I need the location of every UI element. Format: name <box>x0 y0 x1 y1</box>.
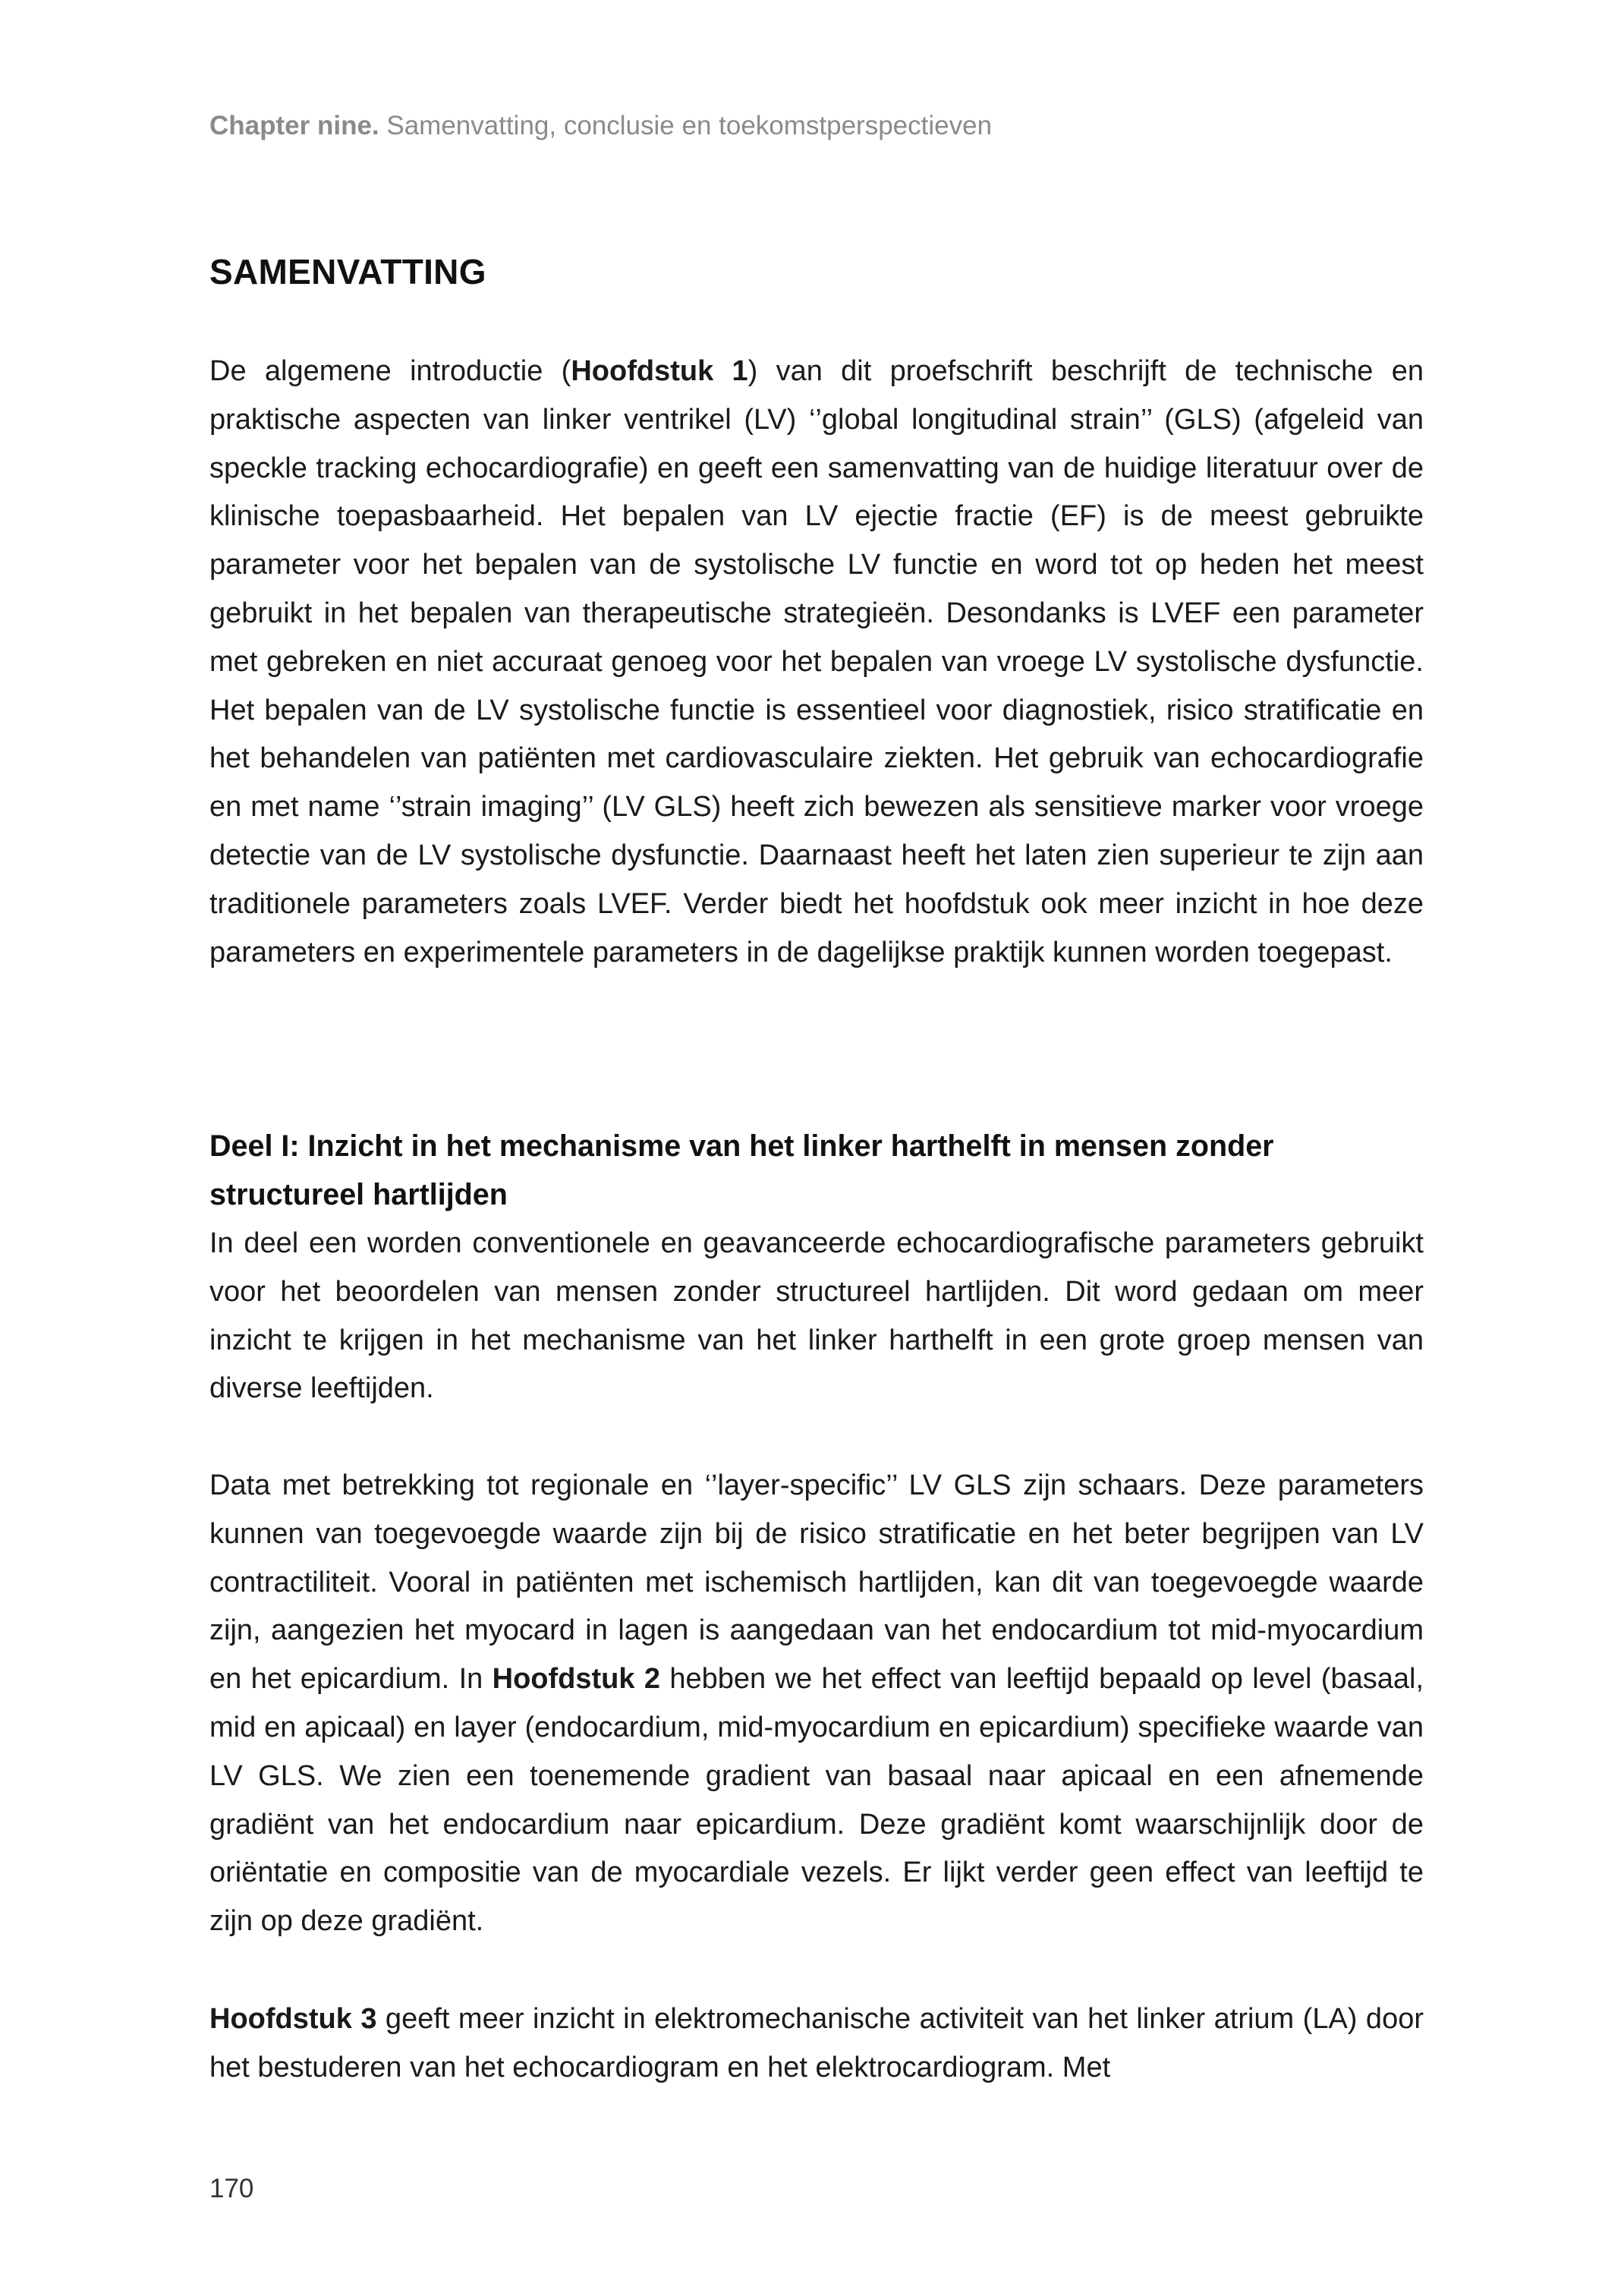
section-heading: SAMENVATTING <box>209 252 486 291</box>
intro-text-start: De algemene introductie ( <box>209 355 571 387</box>
deel1-heading: Deel I: Inzicht in het mechanisme van het linker harthelft in mensen zonder structureel hartlijden <box>209 1129 1274 1211</box>
page-number: 170 <box>209 2174 254 2203</box>
intro-text-rest: ) van dit proefschrift beschrijft de technische en praktische aspecten van linker ventrikel (LV) ‘’global longitudinal strain’’ (GLS) (afgeleid van speckle tracking echocardiografie) en geeft een samenvatting van de huidige literatuur over de klinische toepasbaarheid. Het bepalen van LV ejectie fractie (EF) is de meest gebruikte parameter voor het bepalen van de systolische LV functie en word tot op heden het meest gebruikt in het bepalen van therapeutische strategieën. Desondanks is LVEF een parameter met gebreken en niet accuraat genoeg voor het bepalen van vroege LV systolische dysfunctie. Het bepalen van de LV systolische functie is essentieel voor diagnostiek, risico stratificatie en het behandelen van patiënten met cardiovasculaire ziekten. Het gebruik van echocardiografie en met name ‘’strain imaging’’ (LV GLS) heeft zich bewezen als sensitieve marker voor vroege detectie van de LV systolische dysfunctie. Daarnaast heeft het laten zien superieur te zijn aan traditionele parameters zoals LVEF. Verder biedt het hoofdstuk ook meer inzicht in hoe deze parameters en experimentele parameters in de dagelijkse praktijk kunnen worden toegepast. <box>209 355 1424 968</box>
running-header <box>209 109 1424 143</box>
data-text-start: Data met betrekking tot regionale en ‘’layer-specific’’ LV GLS zijn schaars. Deze parameters kunnen van toegevoegde waarde zijn bij de risico stratificatie en het beter begrijpen van LV contractiliteit. Vooral in patiënten met ischemisch hartlijden, kan dit van toegevoegde waarde zijn, aangezien het myocard in lagen is aangedaan van het endocardium tot mid-myocardium en het epicardium. In <box>209 1469 1424 1696</box>
deel1-paragraph: In deel een worden conventionele en geavanceerde echocardiografische parameters gebruikt voor het beoordelen van mensen zonder structureel hartlijden. Dit word gedaan om meer inzicht te krijgen in het mechanisme van het linker harthelft in een grote groep mensen van diverse leeftijden. <box>209 1227 1424 1405</box>
hoofdstuk3-text: geeft meer inzicht in elektromechanische activiteit van het linker atrium (LA) door het bestuderen van het echocardiogram en het elektrocardiogram. Met <box>209 2003 1424 2083</box>
running-header-title: Samenvatting, conclusie en toekomstperspectieven <box>386 111 993 140</box>
running-header-chapter: Chapter nine. <box>209 111 379 140</box>
hoofdstuk3-paragraph <box>209 1995 1424 2093</box>
intro-paragraph <box>209 348 1424 977</box>
data-chapter-reference: Hoofdstuk 2 <box>492 1663 660 1696</box>
hoofdstuk3-chapter-reference: Hoofdstuk 3 <box>209 2003 377 2035</box>
data-paragraph <box>209 1462 1424 1946</box>
data-text-rest: hebben we het effect van leeftijd bepaald op level (basaal, mid en apicaal) en layer (endocardium, mid-myocardium en epicardium) specifieke waarde van LV GLS. We zien een toenemende gradient van basaal naar apicaal en een afnemende gradiënt van het endocardium naar epicardium. Deze gradiënt komt waarschijnlijk door de oriëntatie en compositie van de myocardiale vezels. Er lijkt verder geen effect van leeftijd te zijn op deze gradiënt. <box>209 1663 1424 1938</box>
intro-chapter-reference: Hoofdstuk 1 <box>571 355 748 387</box>
